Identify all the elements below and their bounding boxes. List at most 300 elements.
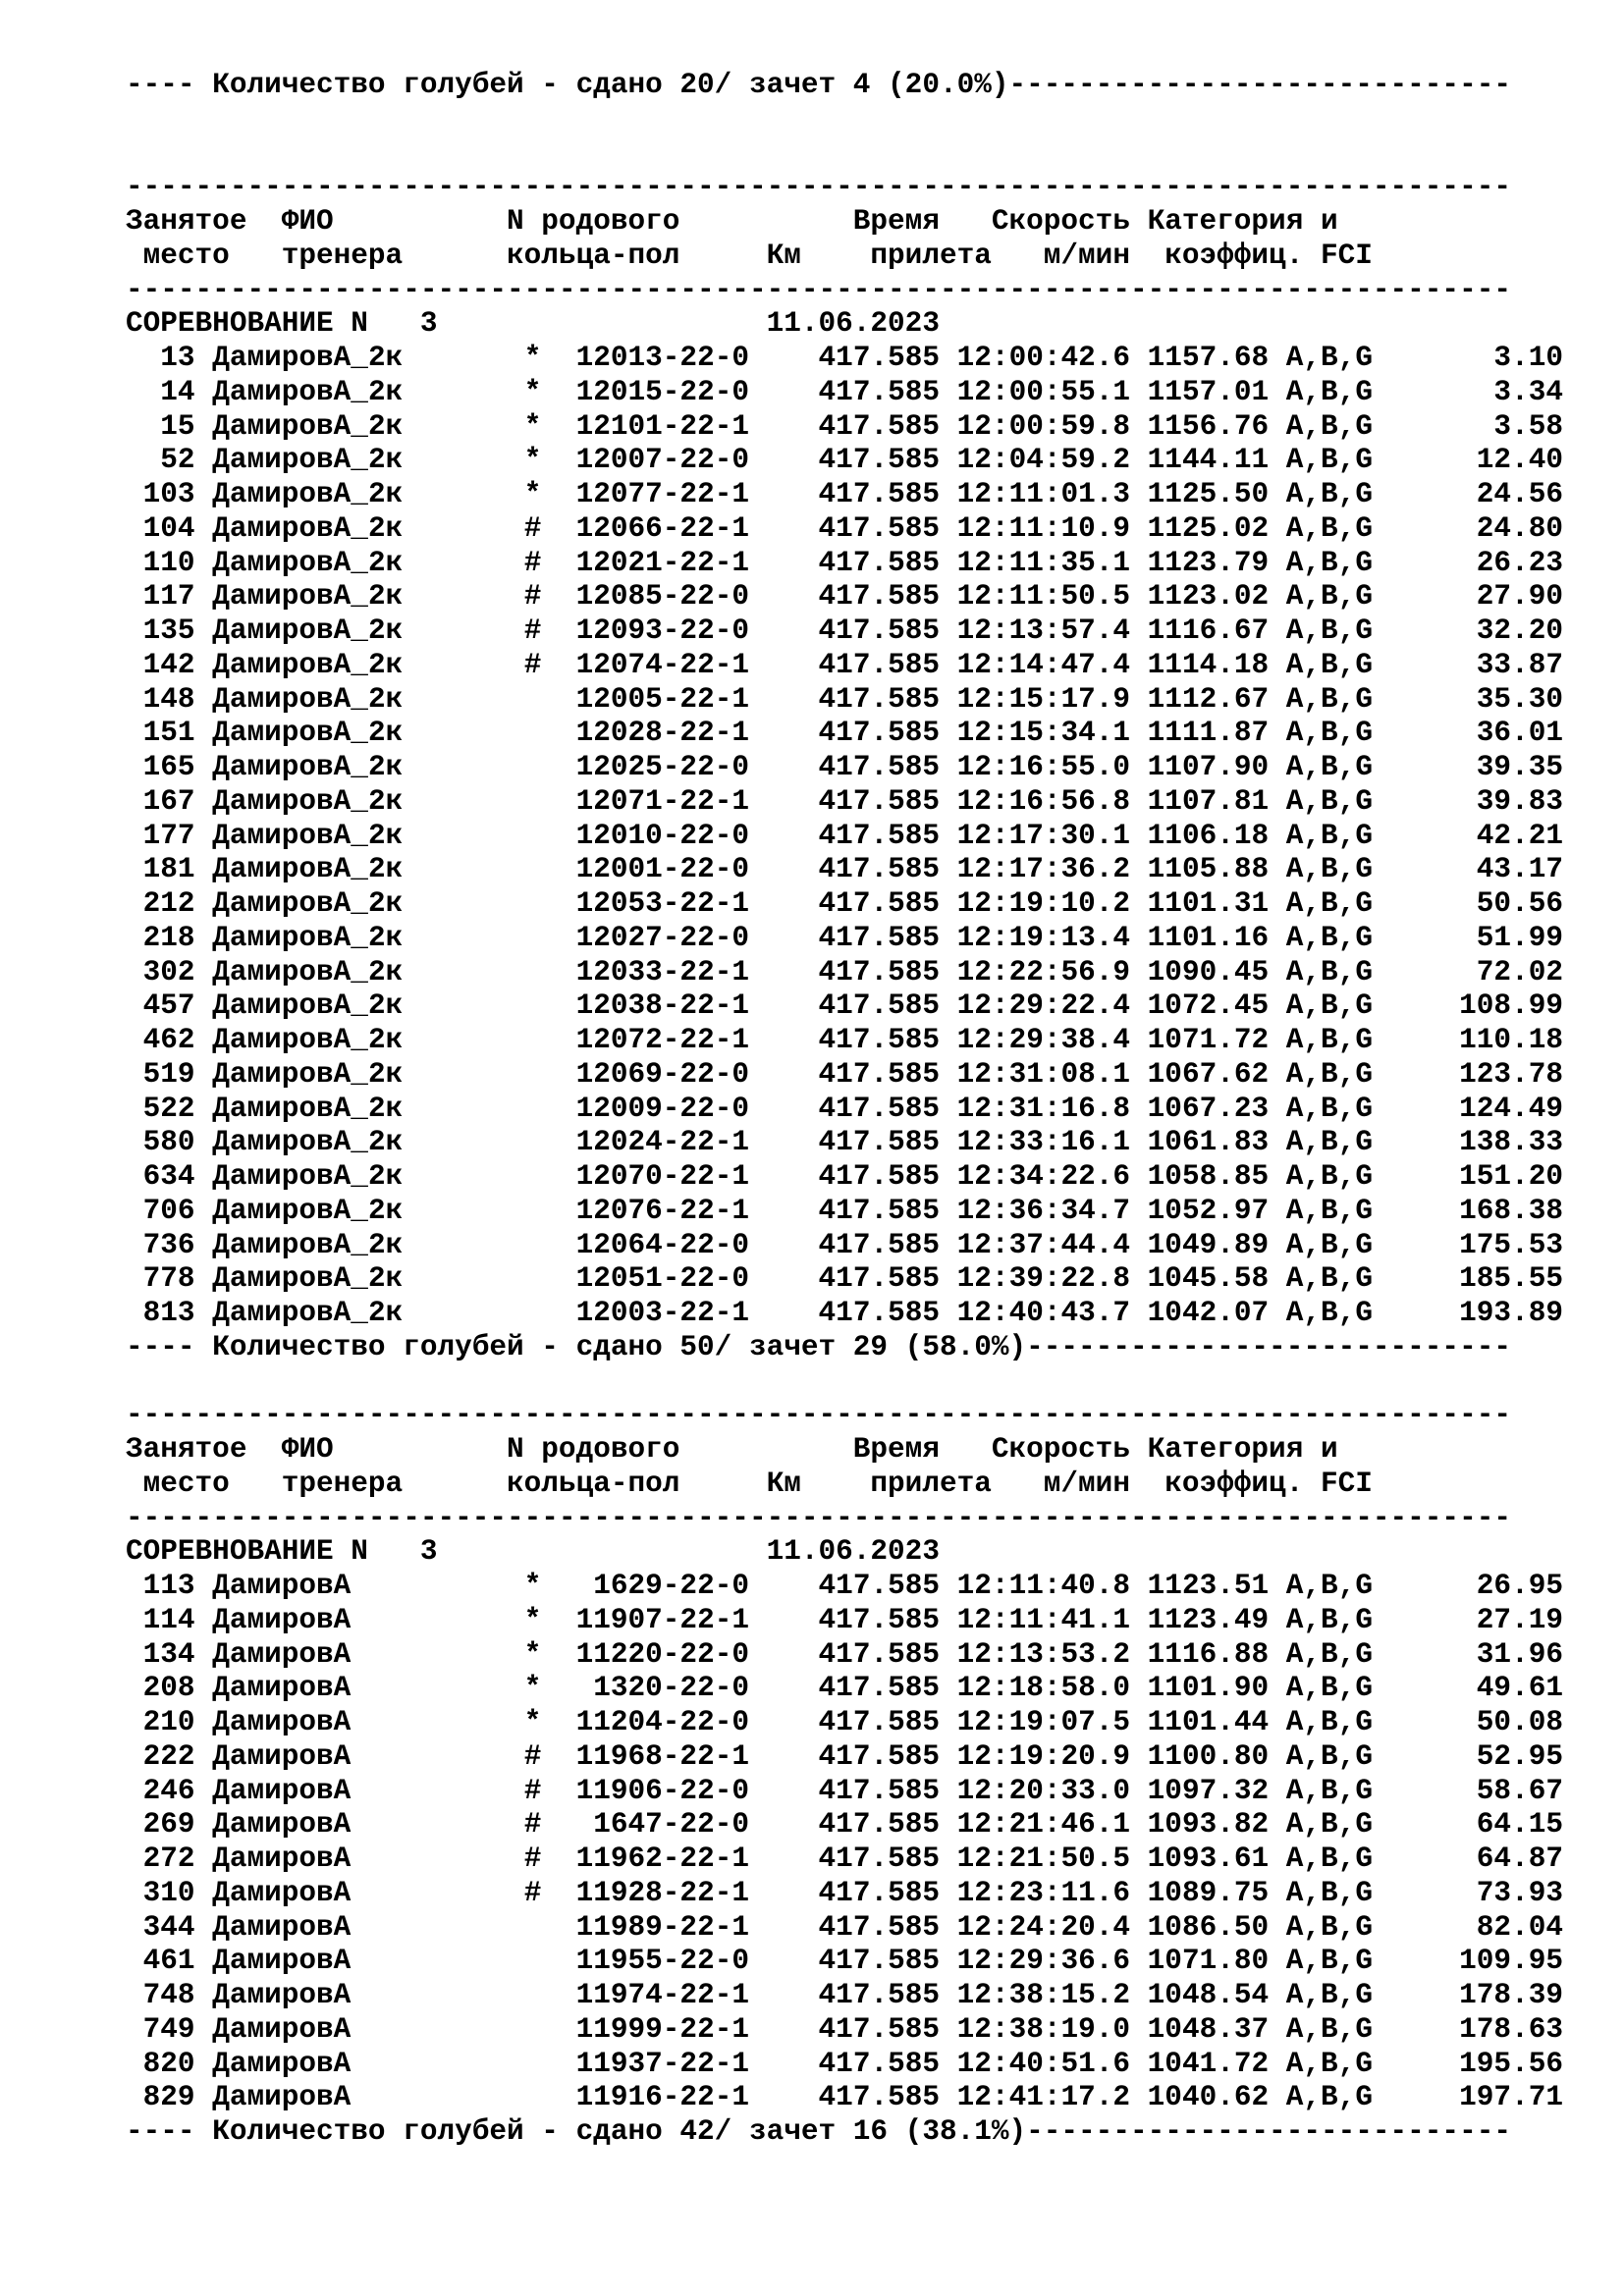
ring-cell: 11220-22-0 [558,1637,749,1671]
arrival-time-cell: 12:13:53.2 [956,1637,1131,1671]
ring-cell: 12072-22-1 [558,1024,749,1056]
ring-cell: 12093-22-0 [558,614,749,647]
fci-cell: 32.20 [1372,614,1563,647]
speed-cell: 1144.11 [1147,444,1270,477]
ring-cell: 12053-22-1 [558,887,749,920]
mark-cell [524,820,542,852]
fci-cell: 110.18 [1372,1024,1563,1056]
place-cell: 829 [126,2081,195,2114]
fancier-name-cell: ДамировА_2к [212,1228,524,1261]
fci-cell: 52.95 [1372,1739,1563,1773]
column-header-line1: Занятое ФИО N родового Время Скорость Категория и [126,205,1338,238]
ring-cell: 12064-22-0 [558,1228,749,1261]
arrival-time-cell: 12:18:58.0 [956,1672,1131,1705]
fci-cell: 42.21 [1372,819,1563,852]
fancier-name-cell: ДамировА [212,1603,524,1636]
ring-cell: 11962-22-1 [558,1842,749,1875]
mark-cell: # [523,648,542,681]
speed-cell: 1156.76 [1147,409,1270,443]
place-cell: 272 [126,1842,195,1875]
km-cell: 417.585 [818,819,941,852]
arrival-time-cell: 12:00:59.8 [956,409,1131,443]
place-cell: 103 [126,478,195,510]
fci-cell: 58.67 [1372,1774,1563,1807]
results-section [126,171,1563,1399]
mark-cell [524,922,542,954]
km-cell: 417.585 [818,1910,941,1944]
place-cell: 14 [126,375,195,408]
km-cell: 417.585 [818,1739,941,1773]
fci-cell: 3.58 [1372,409,1563,443]
ring-cell: 12051-22-0 [558,1262,749,1296]
category-cell: A,B,G [1285,648,1373,681]
km-cell: 417.585 [818,1194,941,1227]
fancier-name-cell: ДамировА_2к [212,444,524,477]
mark-cell [524,853,542,885]
result-row [126,989,1563,1024]
km-cell: 417.585 [818,1945,941,1978]
fci-cell: 39.83 [1372,784,1563,818]
mark-cell: * [523,1603,542,1636]
mark-cell: * [523,478,542,510]
speed-cell: 1067.62 [1147,1057,1270,1091]
result-row [126,2013,1563,2048]
fancier-name-cell: ДамировА_2к [212,1126,524,1159]
speed-cell: 1123.51 [1147,1570,1270,1602]
km-cell: 417.585 [818,375,941,408]
category-cell: A,B,G [1285,1297,1373,1329]
speed-cell: 1112.67 [1147,682,1270,716]
ring-cell: 12005-22-1 [558,682,749,716]
place-cell: 181 [126,853,195,886]
place-cell: 110 [126,546,195,579]
category-cell: A,B,G [1285,2081,1373,2114]
km-cell: 417.585 [818,1706,941,1738]
ring-cell: 11999-22-1 [558,2012,749,2046]
place-cell: 519 [126,1057,195,1091]
place-cell: 269 [126,1808,195,1842]
arrival-time-cell: 12:23:11.6 [956,1876,1131,1909]
speed-cell: 1058.85 [1147,1160,1270,1193]
place-cell: 736 [126,1228,195,1261]
spacer [126,137,1563,172]
km-cell: 417.585 [818,1603,941,1636]
mark-cell [524,1160,542,1193]
place-cell: 748 [126,1979,195,2011]
place-cell: 344 [126,1910,195,1944]
km-cell: 417.585 [818,1842,941,1875]
place-cell: 749 [126,2012,195,2046]
ring-cell: 12076-22-1 [558,1194,749,1227]
result-row [126,1842,1563,1877]
ring-cell: 12027-22-0 [558,921,749,954]
result-row [126,1808,1563,1842]
ring-cell: 12085-22-0 [558,580,749,614]
fancier-name-cell: ДамировА_2к [212,478,524,510]
fci-cell: 178.39 [1372,1979,1563,2011]
category-cell: A,B,G [1285,580,1373,614]
fancier-name-cell: ДамировА_2к [212,853,524,886]
ring-cell: 11937-22-1 [558,2047,749,2080]
arrival-time-cell: 12:40:43.7 [956,1297,1131,1329]
ring-cell: 1320-22-0 [558,1672,749,1705]
result-row [126,478,1563,512]
km-cell: 417.585 [818,648,941,681]
speed-cell: 1071.80 [1147,1945,1270,1978]
fci-cell: 51.99 [1372,921,1563,954]
result-row [126,649,1563,683]
mark-cell [524,1093,542,1125]
speed-cell: 1123.49 [1147,1603,1270,1636]
spacer [126,103,1563,137]
arrival-time-cell: 12:29:22.4 [956,989,1131,1023]
result-row [126,1262,1563,1297]
fci-cell: 124.49 [1372,1092,1563,1125]
fancier-name-cell: ДамировА_2к [212,1297,524,1329]
category-cell: A,B,G [1285,409,1373,443]
arrival-time-cell: 12:29:36.6 [956,1945,1131,1978]
fancier-name-cell: ДамировА [212,1876,524,1909]
result-row [126,1672,1563,1706]
mark-cell [524,751,542,783]
arrival-time-cell: 12:41:17.2 [956,2081,1131,2114]
result-row [126,1877,1563,1911]
result-row [126,580,1563,614]
category-cell: A,B,G [1285,853,1373,886]
ring-cell: 12033-22-1 [558,955,749,988]
arrival-time-cell: 12:37:44.4 [956,1228,1131,1261]
place-cell: 222 [126,1739,195,1773]
km-cell: 417.585 [818,546,941,579]
arrival-time-cell: 12:17:36.2 [956,853,1131,886]
fci-cell: 178.63 [1372,2012,1563,2046]
ring-cell: 12074-22-1 [558,648,749,681]
speed-cell: 1072.45 [1147,989,1270,1023]
result-row [126,853,1563,887]
ring-cell: 11968-22-1 [558,1739,749,1773]
mark-cell: * [523,1706,542,1738]
category-cell: A,B,G [1285,1570,1373,1602]
ring-cell: 11906-22-0 [558,1774,749,1807]
arrival-time-cell: 12:34:22.6 [956,1160,1131,1193]
ring-cell: 1647-22-0 [558,1808,749,1842]
fci-cell: 26.95 [1372,1570,1563,1602]
mark-cell [524,1911,542,1944]
result-row [126,717,1563,751]
mark-cell [524,887,542,920]
place-cell: 151 [126,717,195,750]
speed-cell: 1107.90 [1147,751,1270,783]
category-cell: A,B,G [1285,921,1373,954]
ring-cell: 12013-22-0 [558,342,749,374]
place-cell: 135 [126,614,195,647]
mark-cell: # [523,580,542,614]
category-cell: A,B,G [1285,1126,1373,1159]
result-row [126,1195,1563,1229]
category-cell: A,B,G [1285,1808,1373,1842]
header-rule: -------------------------------------------------------------------------------- [126,171,1511,204]
fancier-name-cell: ДамировА [212,1808,524,1842]
fci-cell: 12.40 [1372,444,1563,477]
mark-cell: * [523,444,542,477]
km-cell: 417.585 [818,1160,941,1193]
summary-line-top: ---- Количество голубей - сдано 20/ зачет 4 (20.0%)----------------------------- [126,69,1511,101]
arrival-time-cell: 12:31:16.8 [956,1092,1131,1125]
place-cell: 142 [126,648,195,681]
km-cell: 417.585 [818,1057,941,1091]
category-cell: A,B,G [1285,1057,1373,1091]
fci-cell: 35.30 [1372,682,1563,716]
speed-cell: 1089.75 [1147,1876,1270,1909]
km-cell: 417.585 [818,580,941,614]
km-cell: 417.585 [818,682,941,716]
result-row [126,1979,1563,2013]
result-row [126,1945,1563,1979]
result-row [126,922,1563,956]
arrival-time-cell: 12:16:55.0 [956,751,1131,783]
mark-cell: * [523,1570,542,1602]
km-cell: 417.585 [818,1637,941,1671]
fancier-name-cell: ДамировА_2к [212,1262,524,1296]
km-cell: 417.585 [818,1297,941,1329]
category-cell: A,B,G [1285,784,1373,818]
fancier-name-cell: ДамировА_2к [212,989,524,1023]
mark-cell [524,989,542,1022]
place-cell: 52 [126,444,195,477]
speed-cell: 1052.97 [1147,1194,1270,1227]
ring-cell: 11204-22-0 [558,1706,749,1738]
mark-cell: # [523,614,542,647]
mark-cell: # [523,546,542,579]
place-cell: 462 [126,1024,195,1056]
speed-cell: 1105.88 [1147,853,1270,886]
fci-cell: 27.90 [1372,580,1563,614]
category-cell: A,B,G [1285,375,1373,408]
km-cell: 417.585 [818,614,941,647]
result-row [126,1024,1563,1058]
ring-cell: 12003-22-1 [558,1297,749,1329]
fancier-name-cell: ДамировА_2к [212,819,524,852]
category-cell: A,B,G [1285,1739,1373,1773]
fci-cell: 50.08 [1372,1706,1563,1738]
fancier-name-cell: ДамировА_2к [212,921,524,954]
arrival-time-cell: 12:20:33.0 [956,1774,1131,1807]
mark-cell [524,2048,542,2080]
ring-cell: 11989-22-1 [558,1910,749,1944]
speed-cell: 1048.37 [1147,2012,1270,2046]
mark-cell [524,1979,542,2011]
arrival-time-cell: 12:17:30.1 [956,819,1131,852]
km-cell: 417.585 [818,1570,941,1602]
column-header-line1: Занятое ФИО N родового Время Скорость Категория и [126,1433,1338,1466]
mark-cell [524,1945,542,1977]
fci-cell: 193.89 [1372,1297,1563,1329]
place-cell: 148 [126,682,195,716]
fancier-name-cell: ДамировА_2к [212,342,524,374]
speed-cell: 1086.50 [1147,1910,1270,1944]
result-row [126,1126,1563,1160]
fci-cell: 123.78 [1372,1057,1563,1091]
fci-cell: 33.87 [1372,648,1563,681]
mark-cell: * [523,409,542,443]
arrival-time-cell: 12:11:10.9 [956,511,1131,545]
km-cell: 417.585 [818,853,941,886]
speed-cell: 1067.23 [1147,1092,1270,1125]
ring-cell: 12101-22-1 [558,409,749,443]
speed-cell: 1111.87 [1147,717,1270,750]
ring-cell: 12028-22-1 [558,717,749,750]
km-cell: 417.585 [818,1774,941,1807]
place-cell: 580 [126,1126,195,1159]
place-cell: 113 [126,1570,195,1602]
fci-cell: 168.38 [1372,1194,1563,1227]
category-cell: A,B,G [1285,1194,1373,1227]
category-cell: A,B,G [1285,2047,1373,2080]
results-report [126,69,1563,2150]
km-cell: 417.585 [818,921,941,954]
fancier-name-cell: ДамировА [212,1706,524,1738]
result-row [126,1093,1563,1127]
place-cell: 177 [126,819,195,852]
category-cell: A,B,G [1285,1910,1373,1944]
km-cell: 417.585 [818,1092,941,1125]
ring-cell: 1629-22-0 [558,1570,749,1602]
arrival-time-cell: 12:00:55.1 [956,375,1131,408]
ring-cell: 12015-22-0 [558,375,749,408]
km-cell: 417.585 [818,409,941,443]
fci-cell: 197.71 [1372,2081,1563,2114]
speed-cell: 1071.72 [1147,1024,1270,1056]
arrival-time-cell: 12:19:13.4 [956,921,1131,954]
ring-cell: 12038-22-1 [558,989,749,1023]
arrival-time-cell: 12:36:34.7 [956,1194,1131,1227]
results-section [126,1399,1563,2150]
result-row [126,1911,1563,1946]
speed-cell: 1107.81 [1147,784,1270,818]
mark-cell [524,1195,542,1227]
fci-cell: 24.80 [1372,511,1563,545]
fancier-name-cell: ДамировА_2к [212,511,524,545]
column-header-line2: место тренера кольца-пол Км прилета м/мин коэффиц. FCI [126,239,1373,272]
place-cell: 13 [126,342,195,374]
arrival-time-cell: 12:00:42.6 [956,342,1131,374]
result-row [126,376,1563,410]
ring-cell: 11974-22-1 [558,1979,749,2011]
category-cell: A,B,G [1285,1706,1373,1738]
speed-cell: 1090.45 [1147,955,1270,988]
result-row [126,614,1563,649]
fci-cell: 108.99 [1372,989,1563,1023]
fci-cell: 49.61 [1372,1672,1563,1705]
place-cell: 208 [126,1672,195,1705]
mark-cell [524,1262,542,1295]
summary-line: ---- Количество голубей - сдано 42/ зачет 16 (38.1%)---------------------------- [126,2115,1511,2148]
competition-line: СОРЕВНОВАНИЕ N 3 11.06.2023 [126,1535,940,1569]
result-row [126,342,1563,376]
mark-cell [524,1024,542,1056]
result-row [126,547,1563,581]
arrival-time-cell: 12:40:51.6 [956,2047,1131,2080]
speed-cell: 1093.61 [1147,1842,1270,1875]
fancier-name-cell: ДамировА_2к [212,751,524,783]
category-cell: A,B,G [1285,751,1373,783]
km-cell: 417.585 [818,887,941,920]
fci-cell: 26.23 [1372,546,1563,579]
km-cell: 417.585 [818,1024,941,1056]
place-cell: 212 [126,887,195,920]
speed-cell: 1116.88 [1147,1637,1270,1671]
ring-cell: 12024-22-1 [558,1126,749,1159]
km-cell: 417.585 [818,1672,941,1705]
arrival-time-cell: 12:24:20.4 [956,1910,1131,1944]
fci-cell: 39.35 [1372,751,1563,783]
category-cell: A,B,G [1285,614,1373,647]
mark-cell [524,683,542,716]
km-cell: 417.585 [818,2081,941,2114]
fancier-name-cell: ДамировА_2к [212,955,524,988]
fci-cell: 109.95 [1372,1945,1563,1978]
mark-cell: # [523,1808,542,1842]
arrival-time-cell: 12:19:07.5 [956,1706,1131,1738]
mark-cell [524,2081,542,2113]
category-cell: A,B,G [1285,546,1373,579]
ring-cell: 12021-22-1 [558,546,749,579]
category-cell: A,B,G [1285,1979,1373,2011]
km-cell: 417.585 [818,342,941,374]
result-row [126,1058,1563,1093]
mark-cell: * [523,375,542,408]
category-cell: A,B,G [1285,342,1373,374]
place-cell: 813 [126,1297,195,1329]
place-cell: 210 [126,1706,195,1738]
category-cell: A,B,G [1285,1672,1373,1705]
km-cell: 417.585 [818,1979,941,2011]
category-cell: A,B,G [1285,955,1373,988]
result-row [126,1160,1563,1195]
speed-cell: 1045.58 [1147,1262,1270,1296]
speed-cell: 1048.54 [1147,1979,1270,2011]
ring-cell: 11955-22-0 [558,1945,749,1978]
fci-cell: 24.56 [1372,478,1563,510]
ring-cell: 11916-22-1 [558,2081,749,2114]
category-cell: A,B,G [1285,989,1373,1023]
km-cell: 417.585 [818,1262,941,1296]
arrival-time-cell: 12:16:56.8 [956,784,1131,818]
ring-cell: 12010-22-0 [558,819,749,852]
fancier-name-cell: ДамировА_2к [212,375,524,408]
km-cell: 417.585 [818,751,941,783]
place-cell: 310 [126,1876,195,1909]
mark-cell [524,717,542,749]
fancier-name-cell: ДамировА [212,1774,524,1807]
fci-cell: 82.04 [1372,1910,1563,1944]
summary-line: ---- Количество голубей - сдано 50/ зачет 29 (58.0%)---------------------------- [126,1330,1511,1363]
result-row [126,887,1563,922]
fancier-name-cell: ДамировА [212,2081,524,2114]
place-cell: 778 [126,1262,195,1296]
arrival-time-cell: 12:15:34.1 [956,717,1131,750]
mark-cell [524,956,542,988]
arrival-time-cell: 12:15:17.9 [956,682,1131,716]
category-cell: A,B,G [1285,1228,1373,1261]
fci-cell: 72.02 [1372,955,1563,988]
result-row [126,956,1563,990]
fancier-name-cell: ДамировА_2к [212,682,524,716]
result-row [126,512,1563,547]
arrival-time-cell: 12:11:40.8 [956,1570,1131,1602]
header-rule: -------------------------------------------------------------------------------- [126,1501,1511,1534]
arrival-time-cell: 12:11:50.5 [956,580,1131,614]
